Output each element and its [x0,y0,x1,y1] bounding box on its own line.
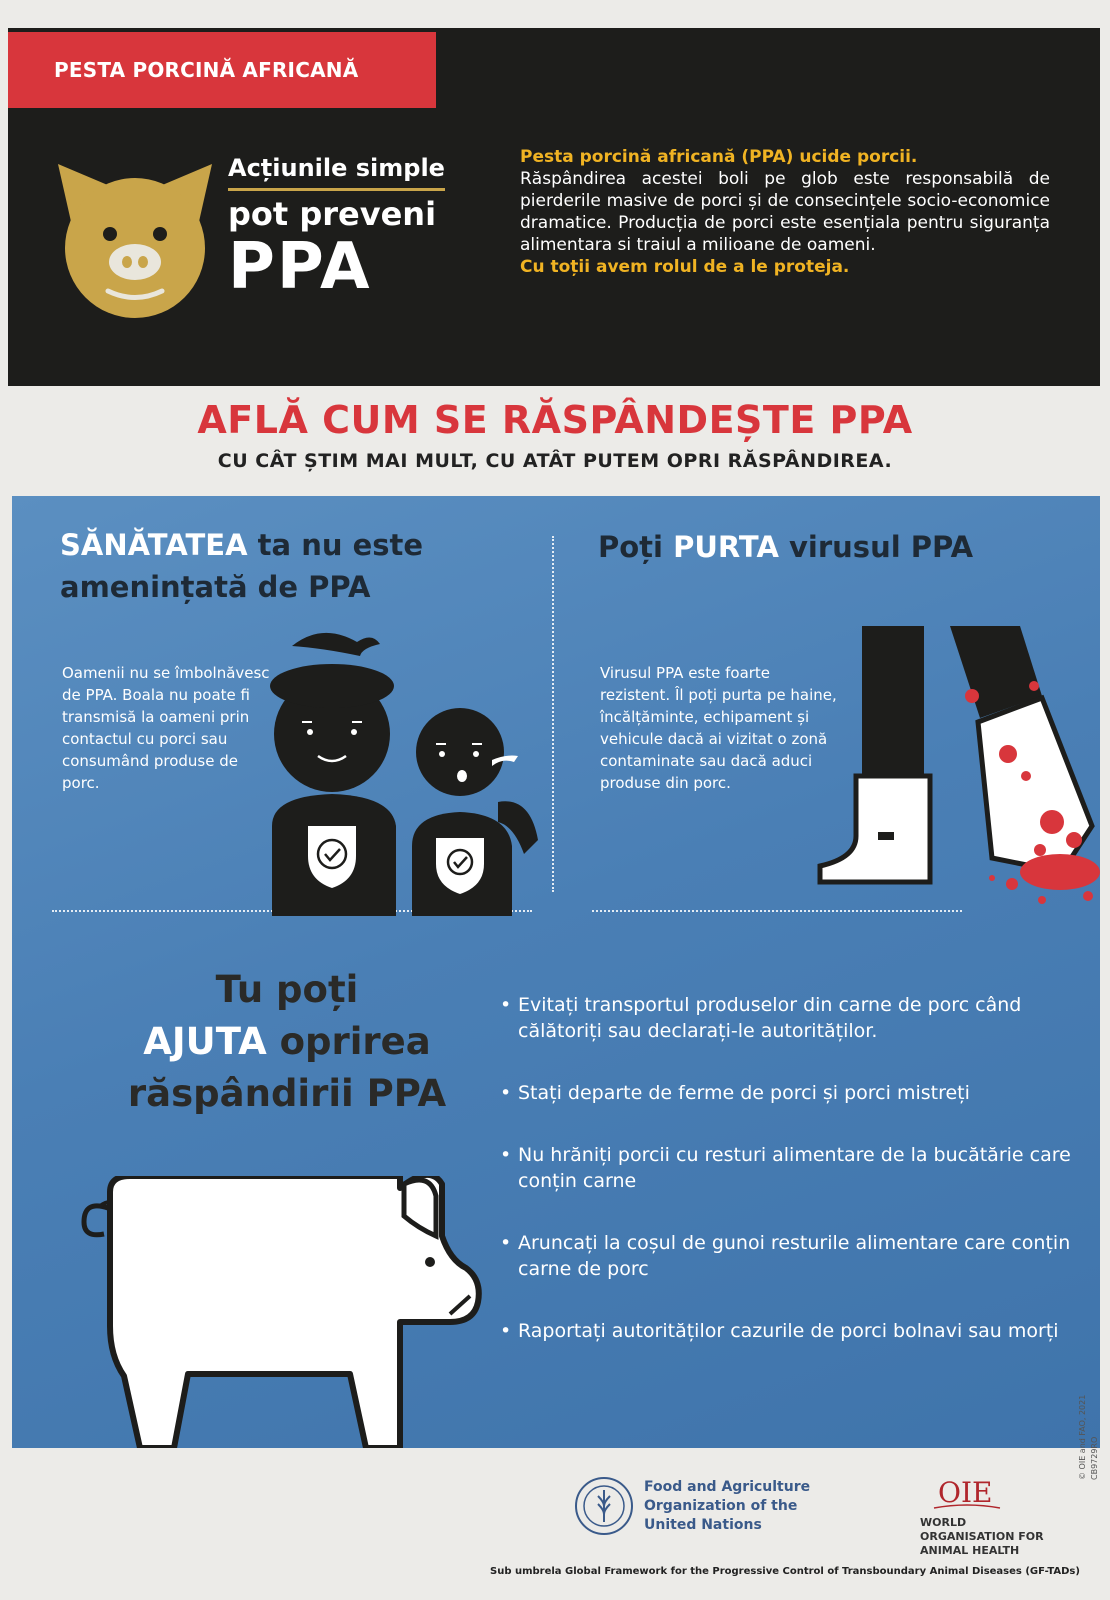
footer [0,1448,1110,1600]
slogan-line-3: PPA [228,230,372,304]
category-tab: PESTA PORCINĂ AFRICANĂ [8,32,436,108]
copyright: © OIE and FAO, 2021 [1078,1394,1087,1480]
prevention-list [500,992,1080,1380]
intro-text [520,146,1050,278]
carry-title-post: virusul PPA [789,530,974,564]
health-title-rest: ta nu este amenințată de PPA [60,528,424,604]
intro-body: Răspândirea acestei boli pe glob este responsabilă de pierderile masive de porci și de consecințele socio-economice dramatice. Producția de porci este esențiala pentru siguranța alimentara si traiul a milioane de oameni. [520,169,1050,255]
people-shield-icon [262,626,562,916]
carry-title [598,530,1068,564]
carry-title-pre: Poți [598,530,663,564]
help-title-highlight: AJUTA [143,1020,267,1063]
intro-closing: Cu toții avem rolul de a le proteja. [520,257,850,277]
carry-text: Virusul PPA este foarte rezistent. Îl poți purta pe haine, încălțăminte, echipament și vehicule dacă ai vizitat o zonă contaminate sau dacă aduci produse din porc. [600,664,837,792]
carry-title-highlight: PURTA [673,530,779,564]
help-title-line-2-rest: oprirea [279,1020,431,1063]
slogan-line-1: Acțiunile simple [228,154,445,191]
help-title-line-3: răspândirii PPA [127,1072,447,1115]
fao-name: Food and Agriculture Organization of the United Nations [644,1479,811,1533]
fao-logo-icon [574,1476,634,1536]
list-item: • Raportați autorităților cazurile de porci bolnavi sau morți [500,1318,1080,1344]
list-item: • Stați departe de ferme de porci și porci mistreți [500,1080,1080,1106]
intro-lead: Pesta porcină africană (PPA) ucide porcii. [520,147,918,167]
health-title-highlight: SĂNĂTATEA [60,528,248,562]
health-text: Oamenii nu se îmbolnăvesc de PPA. Boala nu poate fi transmisă la oameni prin contactul cu porci sau consumând produse de porc. [62,664,270,792]
help-title [72,964,502,1120]
gf-tads-note: Sub umbrela Global Framework for the Progressive Control of Transboundary Animal Diseases (GF-TADs) [490,1566,1080,1577]
top-band [8,28,1100,386]
list-item: • Aruncați la coșul de gunoi resturile alimentare care conțin carne de porc [500,1230,1080,1282]
boots-icon [812,626,1102,926]
slogan [228,154,464,304]
oie-logo-text: OIE [938,1476,993,1509]
help-title-line-2 [72,1016,502,1068]
main-headline: AFLĂ CUM SE RĂSPÂNDEȘTE PPA [197,398,913,442]
list-item: • Nu hrăniți porcii cu resturi alimentare de la bucătărie care conțin carne [500,1142,1080,1194]
oie-logo-icon [932,1472,1002,1512]
slogan-line-2: pot preveni [228,195,437,233]
pig-face-icon [52,156,218,322]
document-code: CB9729RO [1090,1436,1099,1480]
oie-name: WORLD ORGANISATION FOR ANIMAL HEALTH [920,1516,1044,1557]
pig-body-icon [70,1176,490,1448]
list-item: • Evitați transportul produselor din carne de porc când călătoriți sau declarați-le autorităților. [500,992,1080,1044]
help-title-line-1: Tu poți [215,968,359,1011]
info-panel [12,496,1100,1448]
health-title [60,524,530,608]
main-subheadline: CU CÂT ȘTIM MAI MULT, CU ATÂT PUTEM OPRI RĂSPÂNDIREA. [217,450,893,472]
